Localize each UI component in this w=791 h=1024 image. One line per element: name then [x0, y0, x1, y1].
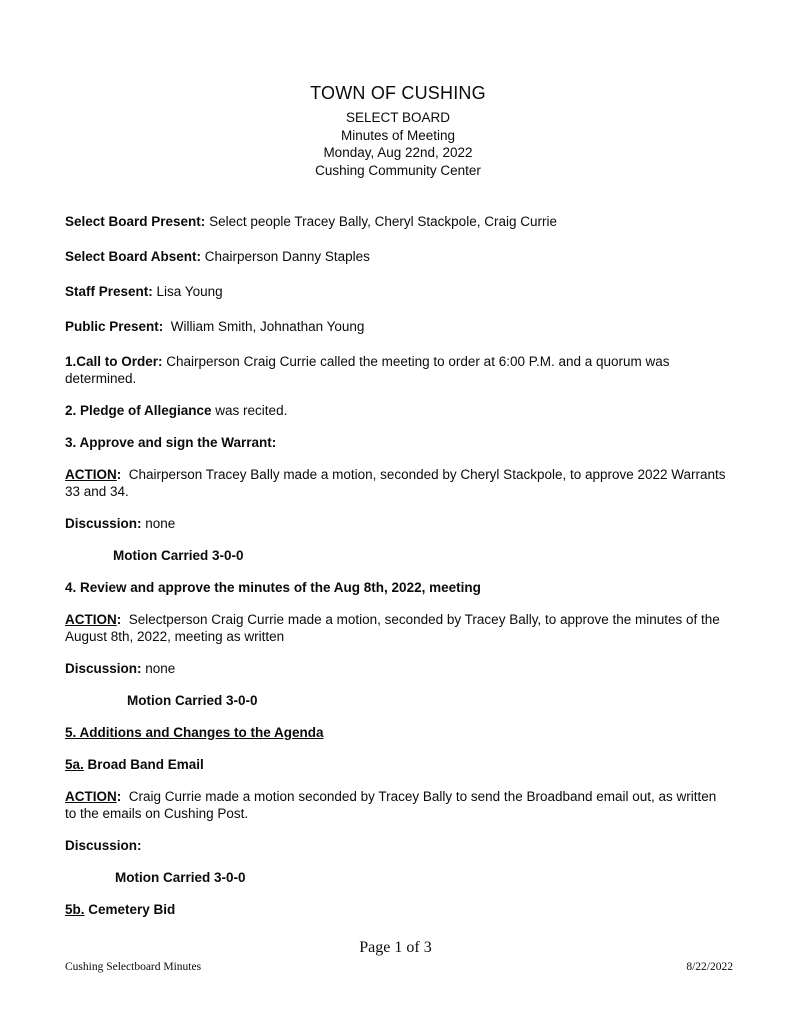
subtitle-meeting-date: Monday, Aug 22nd, 2022 — [323, 145, 473, 160]
warrant-motion-carried: Motion Carried 3-0-0 — [113, 548, 244, 563]
agenda-item-3-warrant-heading: 3. Approve and sign the Warrant: — [65, 435, 277, 450]
broadband-action-colon: : — [116, 789, 122, 804]
agenda-item-2-pledge — [65, 402, 731, 419]
warrant-action-label: ACTION — [65, 467, 117, 482]
agenda-item-5b-cemetery-heading — [65, 901, 731, 918]
minutes-action-colon: : — [116, 612, 122, 627]
attendance-board-present — [65, 213, 731, 230]
warrant-discussion-text: none — [141, 516, 176, 531]
broadband-action-text: Craig Currie made a motion seconded by Tracey Bally to send the Broadband email out, as written to the emails on Cushing Post. — [65, 789, 721, 821]
warrant-action-paragraph — [65, 466, 731, 500]
attendance-board-present-label: Select Board Present: — [65, 214, 206, 229]
attendance-board-absent-label: Select Board Absent: — [65, 249, 202, 264]
subtitle-minutes-of-meeting: Minutes of Meeting — [340, 127, 456, 143]
agenda-item-5a-number: 5a. — [65, 757, 84, 772]
minutes-motion-carried: Motion Carried 3-0-0 — [127, 693, 258, 708]
agenda-item-5b-title: Cemetery Bid — [84, 902, 176, 917]
agenda-item-1-text: Chairperson Craig Currie called the meeting to order at 6:00 P.M. and a quorum was determined. — [65, 354, 674, 386]
document-header — [65, 82, 731, 179]
agenda-item-5a-broadband-heading — [65, 756, 731, 773]
agenda-item-1-call-to-order — [65, 353, 731, 387]
warrant-discussion-label: Discussion: — [65, 516, 142, 531]
minutes-action-paragraph — [65, 611, 731, 645]
page-footer — [65, 961, 733, 973]
agenda-item-5b-number: 5b. — [65, 902, 85, 917]
attendance-staff-present-label: Staff Present: — [65, 284, 153, 299]
attendance-board-absent-value: Chairperson Danny Staples — [201, 249, 370, 264]
document-title: TOWN OF CUSHING — [310, 83, 486, 103]
minutes-action-label: ACTION — [65, 612, 117, 627]
broadband-motion-carried: Motion Carried 3-0-0 — [115, 870, 246, 885]
agenda-item-1-label: 1.Call to Order: — [65, 354, 163, 369]
attendance-board-present-value: Select people Tracey Bally, Cheryl Stackpole, Craig Currie — [205, 214, 557, 229]
broadband-discussion — [65, 837, 731, 854]
footer-document-name: Cushing Selectboard Minutes — [65, 961, 202, 973]
attendance-board-absent — [65, 248, 731, 265]
attendance-public-present-value: William Smith, Johnathan Young — [163, 319, 365, 334]
minutes-discussion-label: Discussion: — [65, 661, 142, 676]
broadband-discussion-label: Discussion: — [65, 838, 142, 853]
warrant-action-colon: : — [116, 467, 122, 482]
subtitle-select-board: SELECT BOARD — [345, 110, 451, 125]
page-number-indicator: Page 1 of 3 — [359, 939, 432, 956]
document-content — [65, 82, 731, 933]
agenda-item-2-text: was recited. — [211, 403, 288, 418]
minutes-action-text: Selectperson Craig Currie made a motion, seconded by Tracey Bally, to approve the minutes of the August 8th, 2022, meeting as written — [65, 612, 723, 644]
attendance-staff-present-value: Lisa Young — [152, 284, 223, 299]
attendance-public-present — [65, 318, 731, 335]
attendance-staff-present — [65, 283, 731, 300]
agenda-item-2-label: 2. Pledge of Allegiance — [65, 403, 212, 418]
agenda-item-5-additions-heading: 5. Additions and Changes to the Agenda — [65, 725, 324, 740]
footer-date: 8/22/2022 — [686, 961, 733, 973]
agenda-item-4-minutes-heading: 4. Review and approve the minutes of the Aug 8th, 2022, meeting — [65, 580, 481, 595]
minutes-discussion-text: none — [141, 661, 176, 676]
broadband-action-paragraph — [65, 788, 731, 822]
warrant-action-text: Chairperson Tracey Bally made a motion, seconded by Cheryl Stackpole, to approve 2022 Warrants 33 and 34. — [65, 467, 730, 499]
subtitle-meeting-location: Cushing Community Center — [315, 162, 481, 178]
broadband-action-label: ACTION — [65, 789, 117, 804]
attendance-public-present-label: Public Present: — [65, 319, 164, 334]
warrant-discussion — [65, 515, 731, 532]
minutes-discussion — [65, 660, 731, 677]
agenda-item-5a-title: Broad Band Email — [83, 757, 204, 772]
